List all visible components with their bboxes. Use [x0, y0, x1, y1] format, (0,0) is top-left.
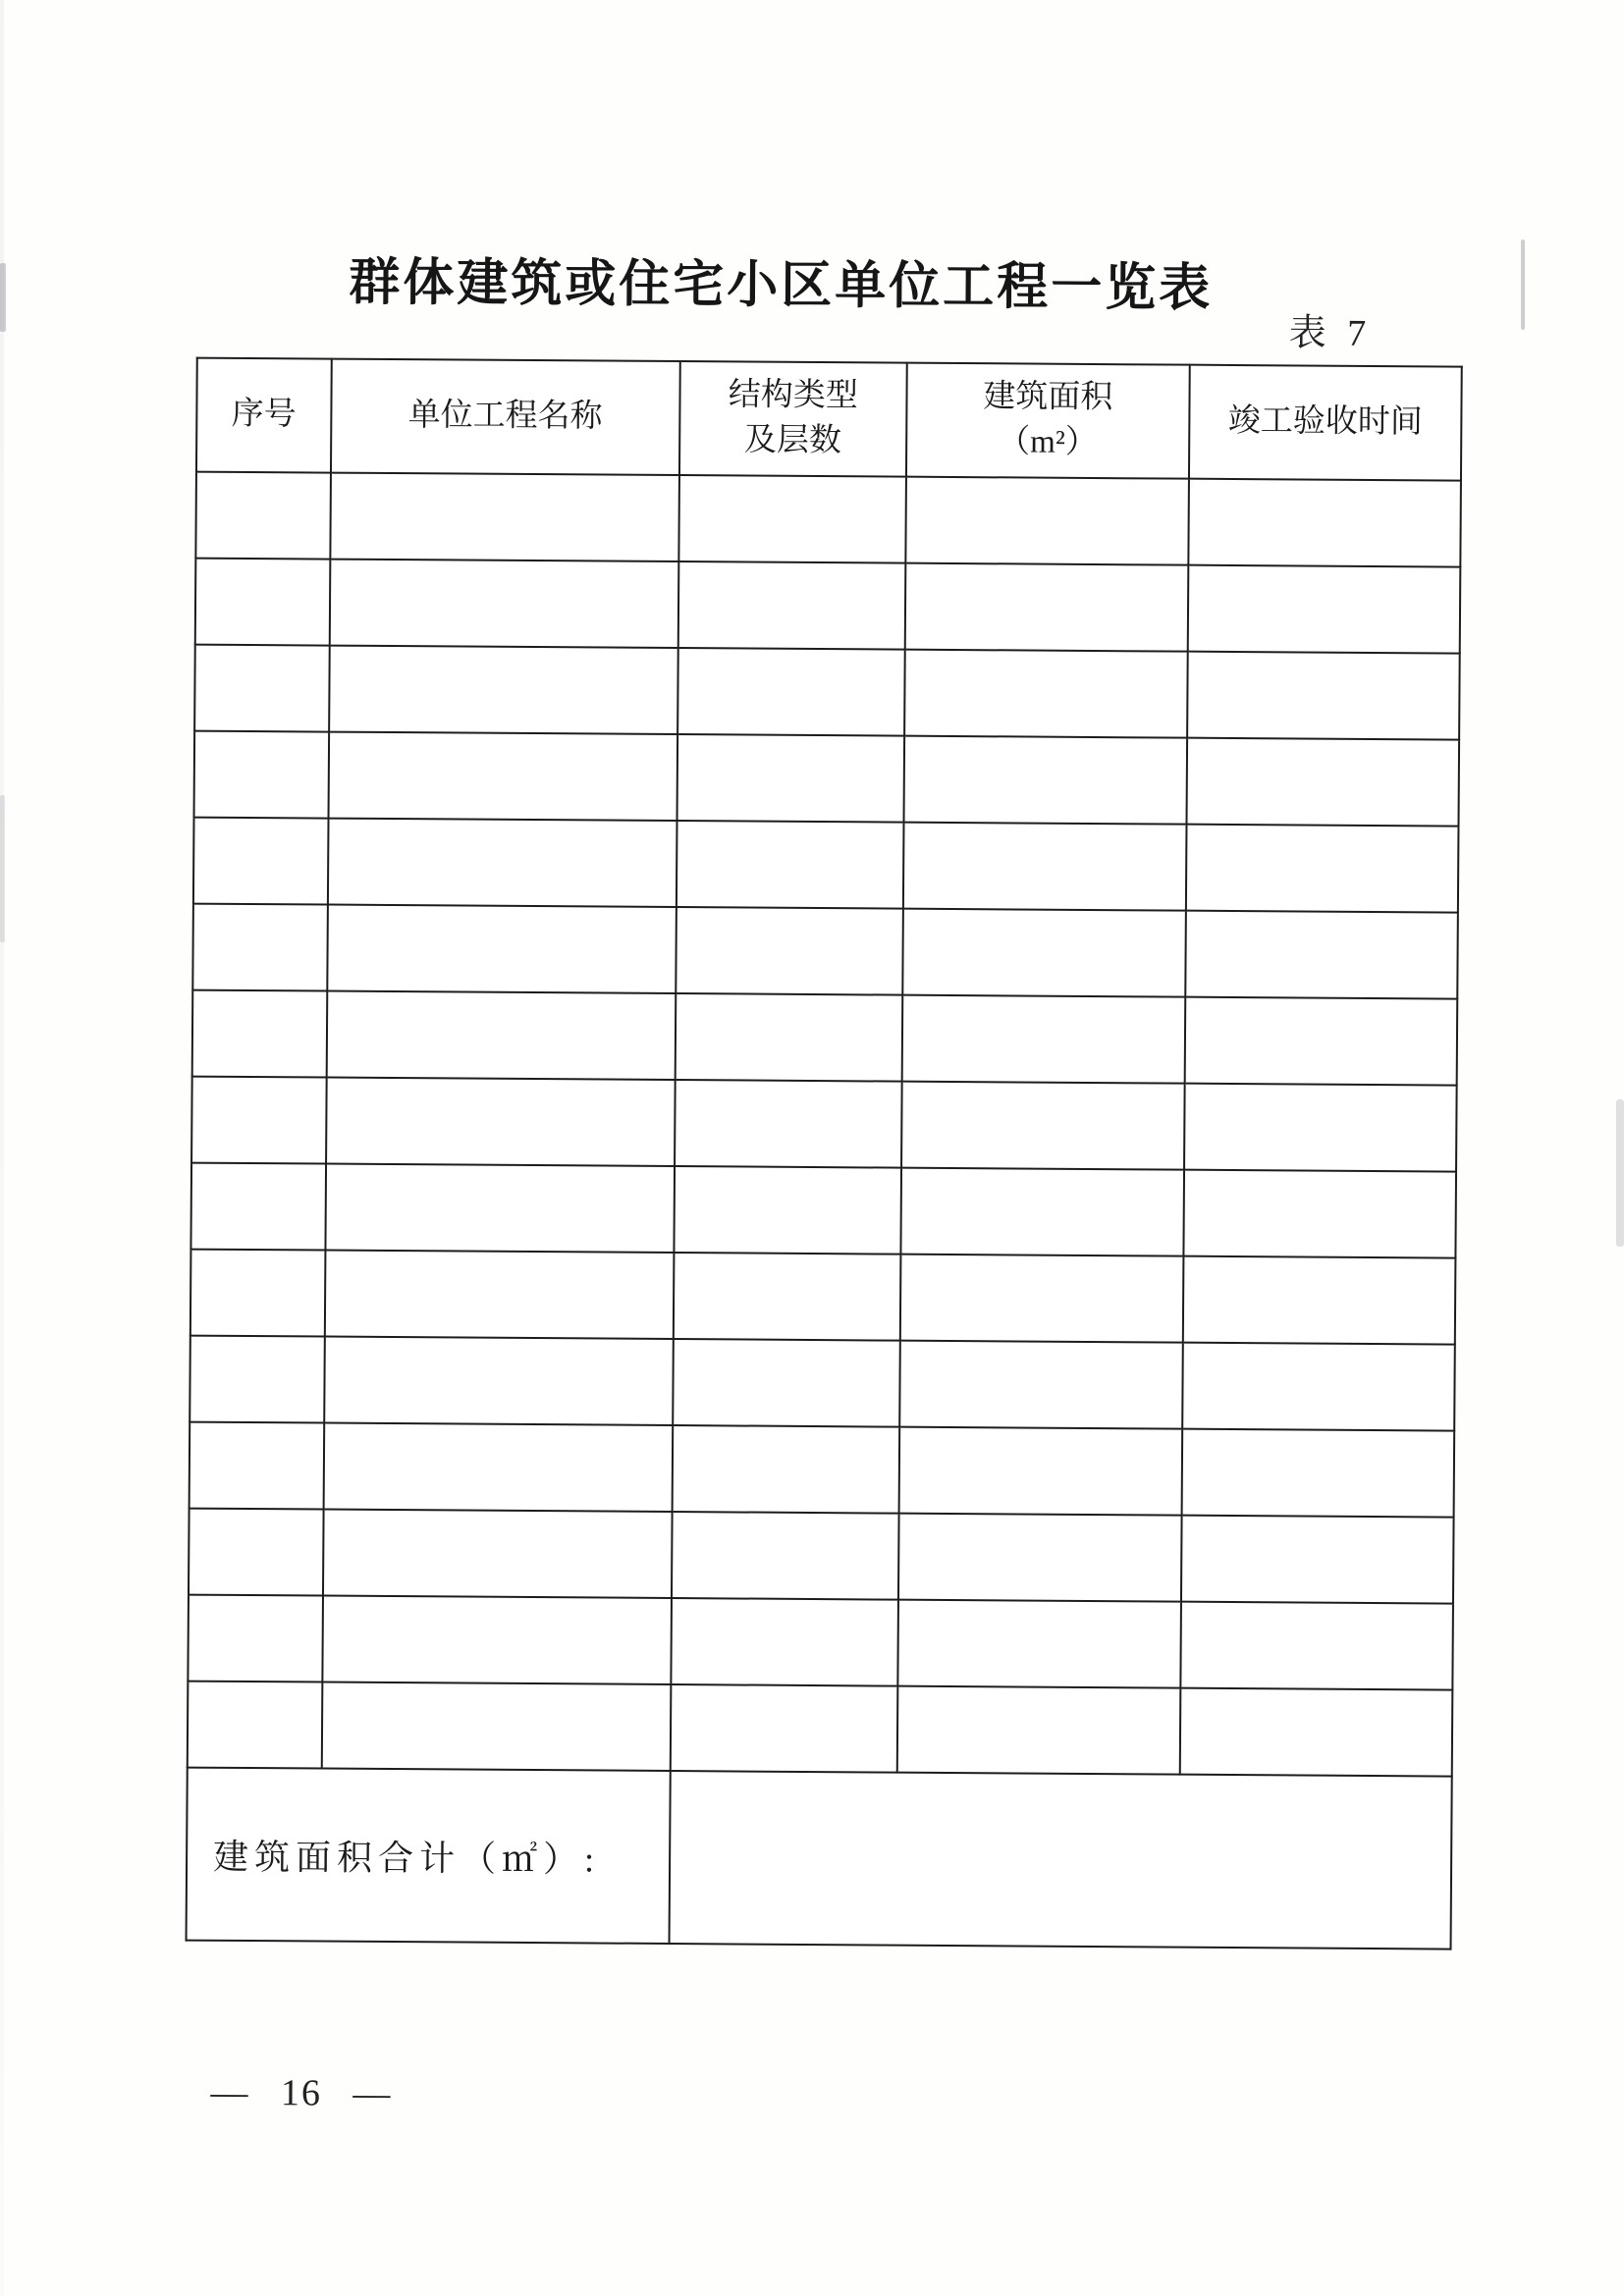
table-cell-completion	[1188, 479, 1461, 567]
table-cell-name	[329, 560, 678, 648]
table-cell-name	[326, 991, 676, 1080]
table-cell-completion	[1182, 1343, 1455, 1431]
table-cell-no	[190, 1250, 325, 1337]
table-cell-no	[189, 1422, 324, 1510]
table-cell-area	[899, 1255, 1183, 1343]
table-cell-no	[188, 1682, 322, 1769]
table-cell-name	[321, 1682, 671, 1771]
table-cell-name	[328, 732, 677, 821]
table-cell-completion	[1185, 997, 1458, 1086]
table-row	[193, 818, 1459, 913]
table-body	[188, 472, 1461, 1777]
table-cell-area	[905, 477, 1189, 565]
total-building-area-label: 建筑面积合计（㎡）:	[212, 1837, 601, 1880]
table-cell-no	[193, 818, 328, 905]
table-cell-completion	[1183, 1256, 1456, 1345]
table-cell-structure	[675, 1080, 901, 1168]
table-number-caption: 表 7	[1288, 312, 1373, 354]
col-header-label-line1: 建筑面积	[983, 379, 1113, 416]
table-cell-name	[324, 1251, 674, 1339]
table-cell-completion	[1180, 1602, 1453, 1690]
table-row	[189, 1422, 1455, 1518]
col-header-structure-type-floors	[679, 361, 906, 477]
table-cell-structure	[672, 1512, 898, 1600]
table-cell-name	[327, 905, 677, 993]
table-cell-no	[192, 904, 327, 991]
table-cell-completion	[1188, 565, 1461, 654]
table-cell-structure	[671, 1598, 897, 1686]
table-cell-area	[899, 1341, 1183, 1429]
col-header-building-area	[906, 363, 1190, 479]
table-cell-area	[902, 909, 1186, 997]
table-cell-name	[330, 473, 679, 561]
table-cell-name	[323, 1423, 673, 1512]
table-cell-structure	[676, 907, 902, 995]
table-cell-structure	[674, 1166, 900, 1255]
table-cell-no	[188, 1595, 322, 1682]
table-cell-no	[194, 645, 329, 732]
total-building-area-value-cell	[670, 1771, 1452, 1949]
table-cell-structure	[671, 1684, 897, 1773]
table-cell-completion	[1187, 738, 1460, 827]
table-row	[189, 1336, 1455, 1431]
table-cell-no	[189, 1336, 324, 1423]
table-row	[189, 1509, 1454, 1604]
table-cell-structure	[676, 993, 902, 1082]
table-cell-name	[322, 1596, 672, 1684]
table-cell-no	[195, 472, 330, 560]
page-number: — 16 —	[210, 2071, 393, 2115]
table-cell-no	[191, 1077, 326, 1164]
table-row	[194, 645, 1460, 740]
table-cell-completion	[1185, 911, 1458, 999]
total-building-area-label-cell	[187, 1768, 671, 1944]
table-cell-completion	[1181, 1516, 1454, 1604]
table-row	[192, 904, 1458, 999]
table-cell-no	[190, 1163, 325, 1251]
table-cell-name	[324, 1337, 674, 1425]
table-cell-name	[325, 1164, 675, 1253]
table-cell-structure	[678, 561, 905, 650]
table-cell-completion	[1184, 1084, 1457, 1172]
table-cell-completion	[1182, 1429, 1455, 1518]
table-cell-name	[329, 646, 678, 734]
table-cell-structure	[674, 1253, 900, 1341]
table-cell-area	[901, 1082, 1185, 1170]
table-cell-completion	[1183, 1170, 1456, 1258]
table-cell-area	[896, 1686, 1180, 1775]
table-cell-structure	[677, 648, 904, 736]
table-cell-name	[326, 1078, 676, 1166]
table-cell-area	[902, 823, 1186, 911]
table-row	[190, 1250, 1456, 1345]
table-cell-no	[192, 990, 327, 1078]
table-cell-no	[189, 1509, 323, 1596]
col-header-unit-project-name	[330, 359, 679, 475]
unit-projects-table	[186, 357, 1463, 1950]
table-cell-no	[194, 731, 329, 819]
table-row	[195, 472, 1461, 567]
table-cell-area	[900, 1168, 1184, 1256]
table-cell-area	[903, 736, 1187, 825]
table-row	[192, 990, 1458, 1086]
table-cell-structure	[677, 821, 903, 909]
page-title: 群体建筑或住宅小区单位工程一览表	[349, 254, 1214, 317]
col-header-label-line1: 结构类型	[728, 377, 858, 414]
col-header-label: 竣工验收时间	[1227, 403, 1423, 441]
table-row	[188, 1595, 1453, 1690]
table-cell-area	[904, 650, 1188, 738]
table-cell-structure	[678, 475, 905, 563]
table-row	[194, 731, 1460, 827]
table-row	[190, 1163, 1456, 1258]
table-row	[191, 1077, 1457, 1172]
table-cell-structure	[673, 1339, 899, 1427]
header-row	[196, 358, 1462, 481]
table-cell-name	[323, 1510, 673, 1598]
col-header-label: 序号	[231, 397, 297, 433]
table-cell-structure	[673, 1425, 899, 1514]
col-header-completion-acceptance-time	[1189, 365, 1462, 481]
table-cell-area	[898, 1427, 1182, 1516]
table-cell-completion	[1186, 825, 1459, 913]
table-cell-area	[898, 1514, 1182, 1602]
table-cell-completion	[1180, 1688, 1453, 1777]
table-cell-structure	[677, 734, 904, 823]
table-cell-area	[904, 563, 1188, 652]
table-cell-no	[195, 559, 330, 646]
total-row	[187, 1768, 1452, 1949]
col-header-label-line2: 及层数	[743, 422, 842, 459]
table-cell-completion	[1187, 652, 1460, 740]
table-row	[188, 1682, 1453, 1777]
table-cell-area	[897, 1600, 1181, 1688]
col-header-label-line2: （m²）	[998, 424, 1098, 461]
table-cell-name	[327, 819, 677, 907]
table-row	[195, 559, 1461, 654]
table-cell-area	[901, 995, 1185, 1084]
col-header-label: 单位工程名称	[407, 398, 603, 435]
col-header-serial-number	[196, 358, 331, 473]
